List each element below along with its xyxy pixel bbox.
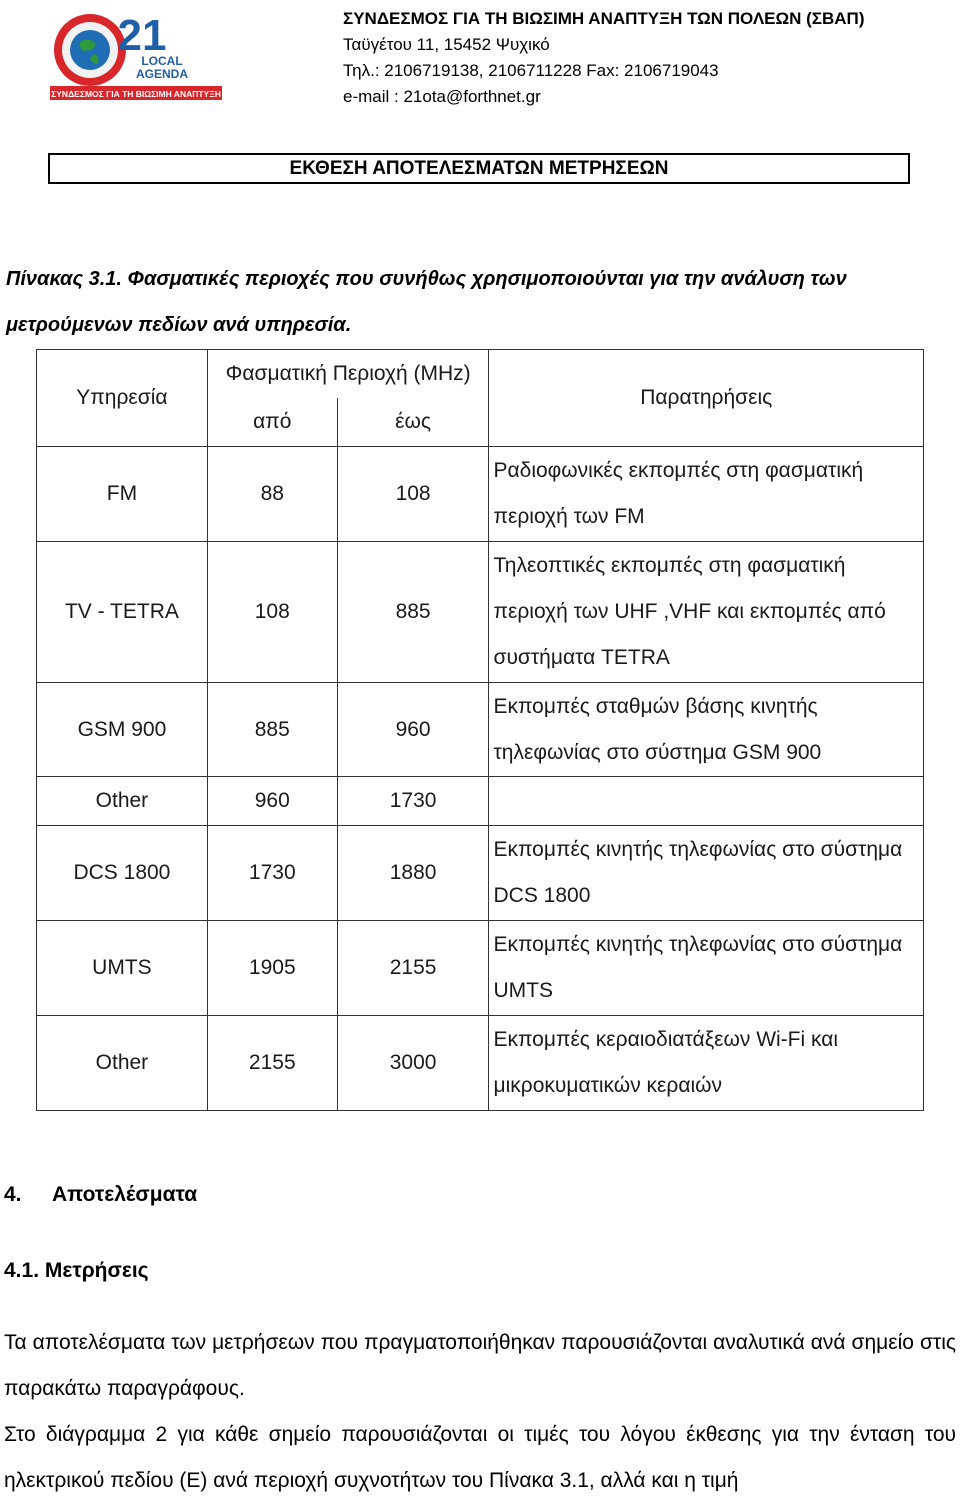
cell-service: Other	[37, 777, 208, 826]
table-row	[37, 1016, 924, 1111]
header-range: Φασματική Περιοχή (MHz)	[207, 350, 489, 398]
cell-to: 3000	[337, 1016, 489, 1111]
org-name: ΣΥΝΔΕΣΜΟΣ ΓΙΑ ΤΗ ΒΙΩΣΙΜΗ ΑΝΑΠΤΥΞΗ ΤΩΝ ΠΟΛΕΩΝ (ΣΒΑΠ)	[343, 9, 865, 28]
cell-to: 960	[337, 683, 489, 777]
cell-to: 1880	[337, 826, 489, 921]
header-service: Υπηρεσία	[37, 350, 208, 447]
paragraph: Τα αποτελέσματα των μετρήσεων που πραγματοποιήθηκαν παρουσιάζονται αναλυτικά ανά σημείο στις παρακάτω παραγράφους.	[4, 1331, 956, 1400]
cell-notes: Εκπομπές σταθμών βάσης κινητής τηλεφωνίας στο σύστημα GSM 900	[489, 683, 924, 777]
cell-to: 108	[337, 447, 489, 542]
logo-number: 21	[117, 11, 167, 60]
table-row	[37, 447, 924, 542]
paragraph: Στο διάγραμμα 2 για κάθε σημείο παρουσιάζονται οι τιμές του λόγου έκθεσης για την ένταση του ηλεκτρικού πεδίου (Ε) ανά περιοχή συχνοτήτων του Πίνακα 3.1, αλλά και η τιμή	[4, 1423, 956, 1492]
cell-service: TV - TETRA	[37, 542, 208, 683]
logo-line1: LOCAL	[141, 54, 183, 68]
table-row	[37, 826, 924, 921]
cell-service: GSM 900	[37, 683, 208, 777]
cell-service: FM	[37, 447, 208, 542]
table-caption: Πίνακας 3.1. Φασματικές περιοχές που συνήθως χρησιμοποιούνται για την ανάλυση των μετρούμενων πεδίων ανά υπηρεσία.	[6, 268, 847, 336]
cell-to: 2155	[337, 921, 489, 1016]
table-row	[37, 683, 924, 777]
org-address: Ταϋγέτου 11, 15452 Ψυχικό	[343, 35, 550, 54]
org-contact-block	[343, 6, 864, 110]
table-row	[37, 777, 924, 826]
cell-from: 960	[207, 777, 337, 826]
section-heading	[4, 1183, 197, 1207]
cell-from: 1905	[207, 921, 337, 1016]
header-notes: Παρατηρήσεις	[489, 350, 924, 447]
subsection-heading: 4.1. Μετρήσεις	[4, 1259, 149, 1282]
cell-notes	[489, 777, 924, 826]
cell-notes: Εκπομπές κεραιοδιατάξεων Wi-Fi και μικροκυματικών κεραιών	[489, 1016, 924, 1111]
table-row	[37, 921, 924, 1016]
org-phone: Τηλ.: 2106719138, 2106711228 Fax: 2106719043	[343, 61, 719, 80]
logo-banner: ΣΥΝΔΕΣΜΟΣ ΓΙΑ ΤΗ ΒΙΩΣΙΜΗ ΑΝΑΠΤΥΞΗ	[51, 89, 221, 99]
section-title: Αποτελέσματα	[52, 1183, 198, 1206]
header-to: έως	[337, 398, 489, 447]
header-from: από	[207, 398, 337, 447]
cell-notes: Εκπομπές κινητής τηλεφωνίας στο σύστημα UMTS	[489, 921, 924, 1016]
cell-to: 885	[337, 542, 489, 683]
cell-service: Other	[37, 1016, 208, 1111]
cell-to: 1730	[337, 777, 489, 826]
cell-service: UMTS	[37, 921, 208, 1016]
report-title: ΕΚΘΕΣΗ ΑΠΟΤΕΛΕΣΜΑΤΩΝ ΜΕΤΡΗΣΕΩΝ	[48, 153, 910, 184]
cell-from: 885	[207, 683, 337, 777]
org-email: e-mail : 21ota@forthnet.gr	[343, 87, 541, 106]
local-agenda-logo	[50, 8, 226, 104]
cell-from: 2155	[207, 1016, 337, 1111]
cell-notes: Ραδιοφωνικές εκπομπές στη φασματική περιοχή των FM	[489, 447, 924, 542]
logo-line2: AGENDA	[135, 67, 189, 81]
cell-from: 1730	[207, 826, 337, 921]
table-row	[37, 542, 924, 683]
cell-notes: Τηλεοπτικές εκπομπές στη φασματική περιοχή των UHF ,VHF και εκπομπές από συστήματα TETRA	[489, 542, 924, 683]
cell-from: 88	[207, 447, 337, 542]
cell-from: 108	[207, 542, 337, 683]
cell-service: DCS 1800	[37, 826, 208, 921]
cell-notes: Εκπομπές κινητής τηλεφωνίας στο σύστημα DCS 1800	[489, 826, 924, 921]
section-number: 4.	[4, 1183, 22, 1206]
frequency-table	[36, 349, 924, 1111]
